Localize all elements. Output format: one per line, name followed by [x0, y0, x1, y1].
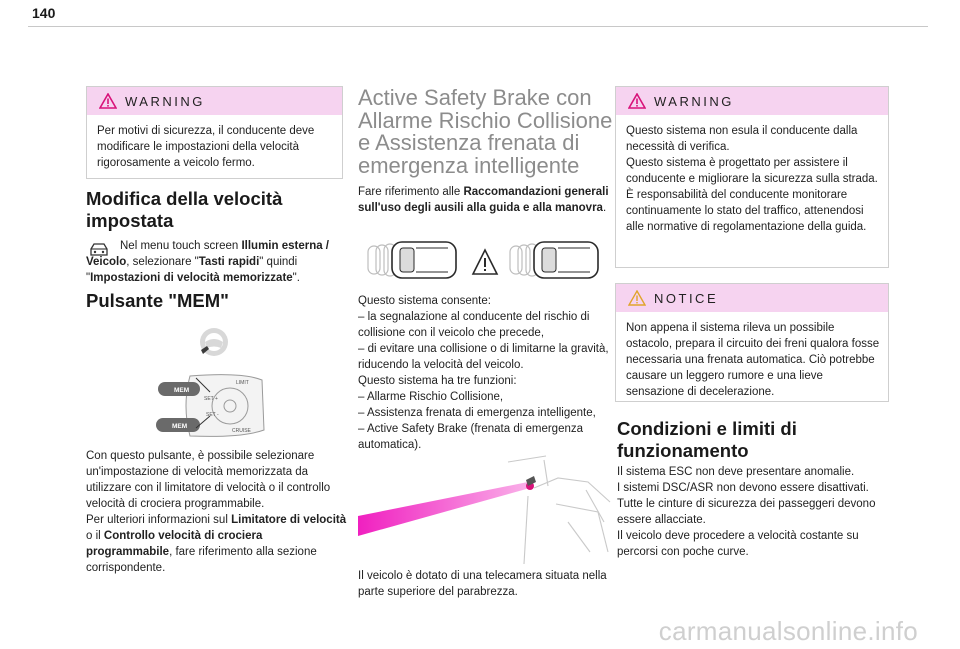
left-warning-box — [86, 86, 343, 179]
warning-text: Per motivi di sicurezza, il conducente deve modificare le impostazioni della velocità rigorosamente a veicolo fermo. — [97, 125, 315, 169]
right-warning-line-1: Questo sistema non esula il conducente dalla necessità di verifica. — [626, 125, 858, 153]
ref-bold-1: Raccomandazioni generali sull'uso degli ausili alla guida e alla manovra — [358, 186, 609, 214]
watermark: carmanualsonline.info — [658, 616, 918, 646]
windshield-camera-illustration — [358, 452, 616, 566]
speed-paragraph — [86, 238, 348, 286]
mem-paragraph — [86, 448, 348, 576]
stalk-label-set-plus: SET + — [204, 396, 218, 402]
speed-text-1: Nel menu touch screen — [120, 240, 242, 252]
warning-icon — [99, 93, 117, 109]
conditions-paragraph — [617, 464, 885, 560]
notice-icon — [628, 290, 646, 306]
consente-line-3: – di evitare una collisione o di limitarne la gravità, riducendo la velocità del veicolo. — [358, 343, 609, 371]
stalk-label-set-minus: SET - — [206, 412, 219, 418]
mem-text-2 — [86, 512, 348, 576]
conditions-line-3: Tutte le cinture di sicurezza dei passeggeri devono essere allacciate. — [617, 498, 876, 526]
right-warning-line-3: È responsabilità del conducente monitorare continuamente lo stato del traffico, attenendosi alle normative di regolamentazione della guida. — [626, 189, 867, 233]
ref-paragraph — [358, 184, 620, 216]
stalk-label-mem-bottom: MEM — [172, 423, 188, 430]
header-rule — [28, 26, 928, 27]
speed-bold-3: Impostazioni di velocità memorizzate — [90, 272, 293, 284]
consente-line-4: Questo sistema ha tre funzioni: — [358, 375, 517, 387]
right-warning-body — [616, 115, 888, 241]
right-warning-box — [615, 86, 889, 268]
consente-paragraph — [358, 293, 620, 453]
collision-illustration — [360, 236, 610, 284]
conditions-line-1: Il sistema ESC non deve presentare anomalie. — [617, 466, 855, 478]
conditions-heading-line1: Condizioni e limiti di — [617, 418, 797, 439]
stalk-label-limit: LIMIT — [236, 380, 249, 386]
speed-text-2: , selezionare " — [126, 256, 199, 268]
conditions-heading — [617, 418, 887, 462]
conditions-line-2: I sistemi DSC/ASR non devono essere disattivati. — [617, 482, 869, 494]
mem-text-2b: o il — [86, 530, 104, 542]
notice-box — [615, 283, 889, 402]
camera-paragraph: Il veicolo è dotato di una telecamera situata nella parte superiore del parabrezza. — [358, 570, 607, 598]
warning-header — [87, 87, 342, 115]
consente-line-6: – Assistenza frenata di emergenza intelligente, — [358, 407, 596, 419]
consente-line-2: – la segnalazione al conducente del rischio di collisione con il veicolo che precede, — [358, 311, 590, 339]
mem-bold-2: Controllo velocità di crociera programmabile — [86, 530, 263, 558]
speed-heading-line2: impostata — [86, 210, 174, 231]
right-warning-line-2: Questo sistema è progettato per assistere il conducente e migliorare la sicurezza sulla strada. — [626, 157, 878, 185]
asb-heading-line2: Allarme Rischio Collisione — [358, 107, 613, 133]
conditions-heading-line2: funzionamento — [617, 440, 749, 461]
notice-header — [616, 284, 888, 312]
speed-heading — [86, 188, 356, 232]
speed-text-3: " quindi " — [86, 256, 298, 284]
speed-bold-2: Tasti rapidi — [198, 256, 260, 268]
speed-heading-line1: Modifica della velocità — [86, 188, 283, 209]
conditions-line-4: Il veicolo deve procedere a velocità costante su percorsi con poche curve. — [617, 530, 859, 558]
mem-heading: Pulsante "MEM" — [86, 290, 229, 311]
mem-text-2a: Per ulteriori informazioni sul — [86, 514, 232, 526]
ref-text-2: . — [602, 202, 607, 214]
asb-heading-line4: emergenza intelligente — [358, 152, 580, 178]
consente-line-5: – Allarme Rischio Collisione, — [358, 391, 504, 403]
consente-line-7: – Active Safety Brake (frenata di emergenza automatica). — [358, 423, 584, 451]
steering-wheel-icon — [196, 326, 232, 358]
consente-line-1: Questo sistema consente: — [358, 295, 491, 307]
mem-bold-1: Limitatore di velocità — [231, 514, 347, 526]
asb-heading-line3: e Assistenza frenata di — [358, 130, 580, 155]
speed-bold-1: Illumin esterna / Veicolo — [86, 240, 330, 268]
mem-text-2c: , fare riferimento alla sezione corrispondente. — [86, 546, 317, 574]
asb-heading-line1: Active Safety Brake con — [358, 85, 592, 110]
notice-title: NOTICE — [654, 290, 719, 306]
ref-text-1: Fare riferimento alle — [358, 186, 464, 198]
right-warning-title: WARNING — [654, 93, 734, 109]
asb-heading — [358, 87, 628, 177]
cruise-stalk-illustration — [152, 370, 270, 442]
page-number: 140 — [32, 5, 56, 21]
mem-text-1: Con questo pulsante, è possibile selezionare un'impostazione di velocità memorizzata da utilizzare con il limitatore di velocità o il controllo velocità di crociera programmabile. — [86, 450, 331, 510]
notice-text: Non appena il sistema rileva un possibile ostacolo, prepara il circuito dei freni qualora fosse necessaria una frenata automatica. Ciò potrebbe causare un leggero rumore e una lieve sensazione di decelerazione. — [626, 322, 880, 398]
speed-text-4: ". — [292, 272, 300, 284]
warning-title: WARNING — [125, 93, 205, 109]
stalk-label-mem-top: MEM — [174, 387, 190, 394]
right-warning-header — [616, 87, 888, 115]
stalk-label-cruise: CRUISE — [232, 428, 251, 434]
warning-icon — [628, 93, 646, 109]
